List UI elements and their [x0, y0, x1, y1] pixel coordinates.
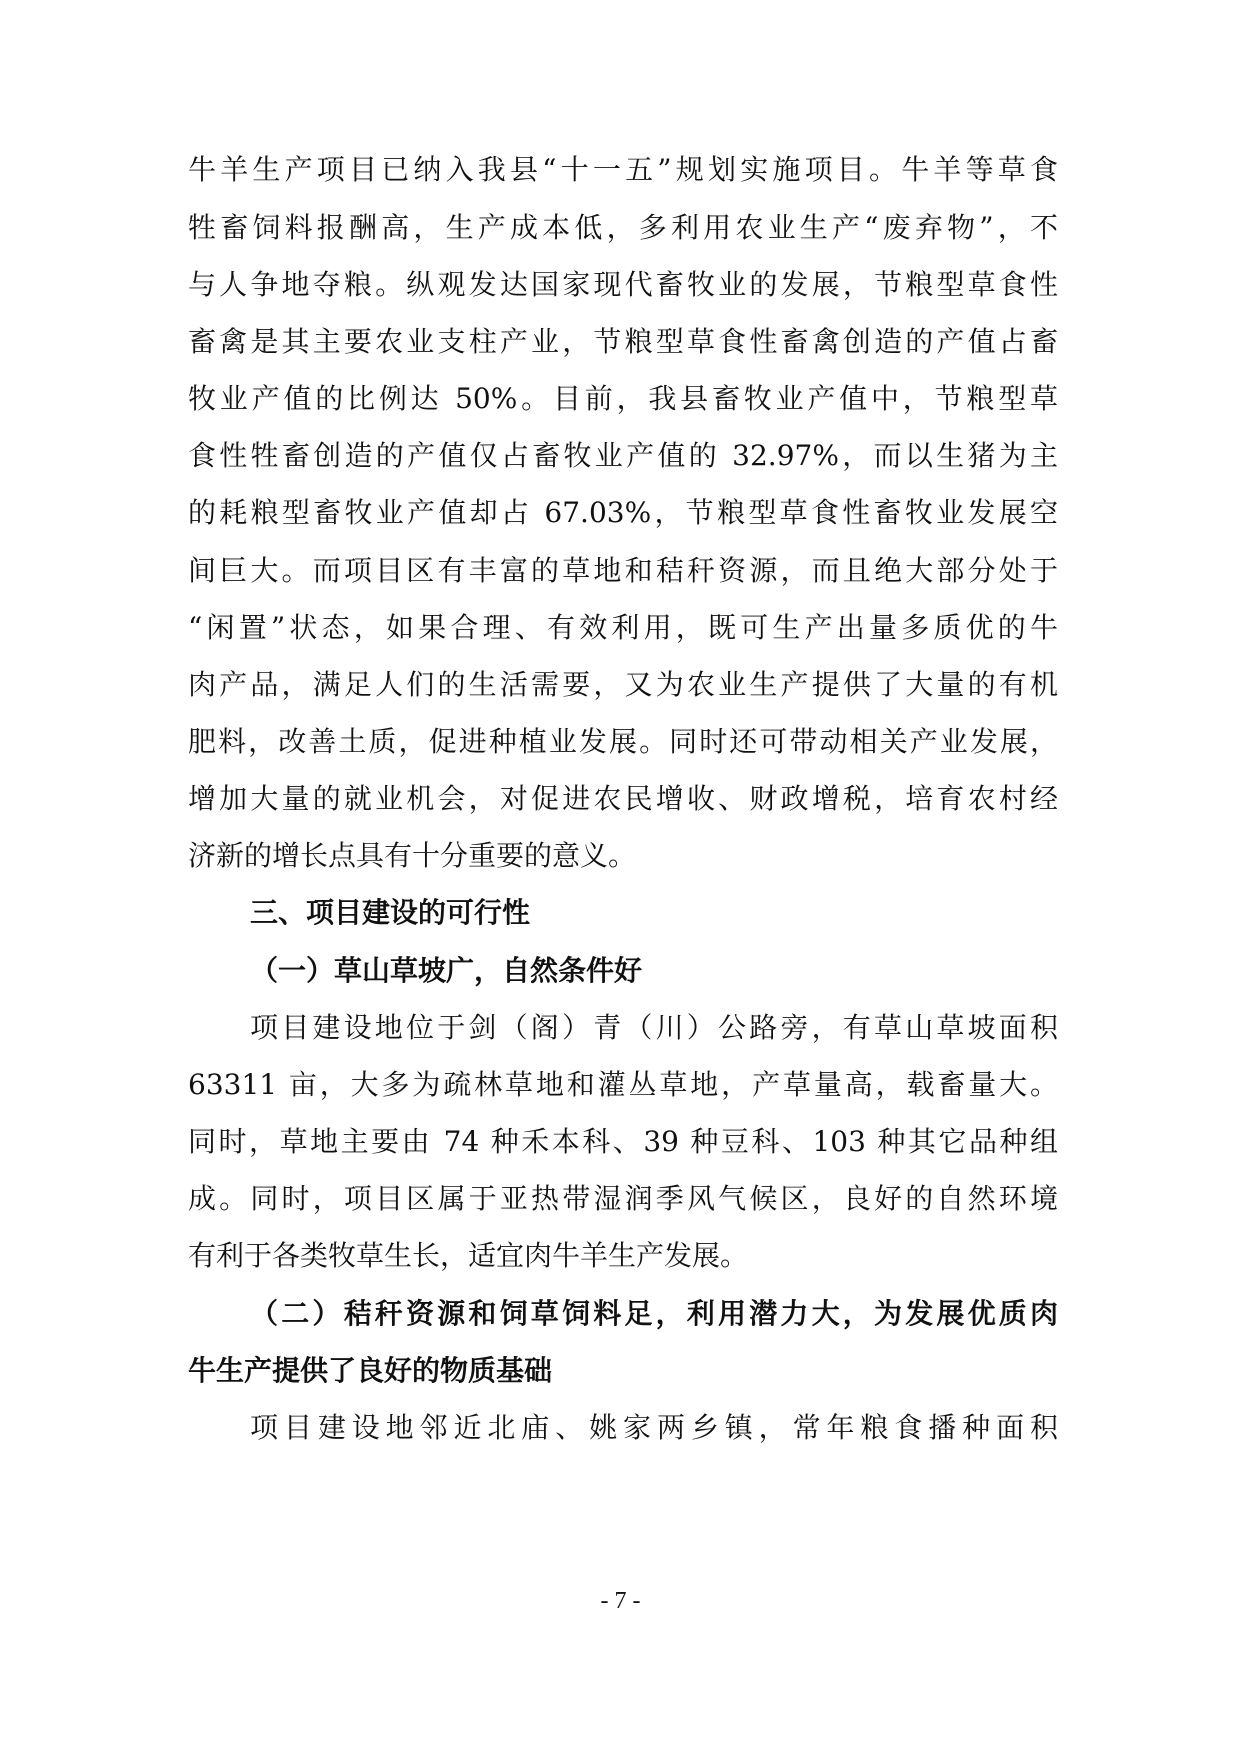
paragraph-line: 牧业产值的比例达 50%。目前，我县畜牧业产值中，节粮型草: [188, 382, 1058, 415]
subsection-heading: （一）草山草坡广，自然条件好: [250, 954, 643, 987]
subsection-heading: （二）秸秆资源和饲草饲料足，利用潜力大，为发展优质肉: [250, 1297, 1058, 1330]
paragraph-line: 项目建设地邻近北庙、姚家两乡镇，常年粮食播种面积: [250, 1411, 1058, 1444]
paragraph-line: 食性牲畜创造的产值仅占畜牧业产值的 32.97%，而以生猪为主: [188, 439, 1058, 472]
paragraph-line: 肉产品，满足人们的生活需要，又为农业生产提供了大量的有机: [188, 668, 1058, 701]
subsection-heading-continued: 牛生产提供了良好的物质基础: [188, 1354, 553, 1387]
paragraph-line: 同时，草地主要由 74 种禾本科、39 种豆科、103 种其它品种组: [188, 1125, 1058, 1158]
paragraph-line: 有利于各类牧草生长，适宜肉牛羊生产发展。: [188, 1239, 749, 1272]
paragraph-line: 与人争地夺粮。纵观发达国家现代畜牧业的发展，节粮型草食性: [188, 268, 1058, 301]
paragraph-line: 63311 亩，大多为疏林草地和灌丛草地，产草量高，载畜量大。: [188, 1068, 1058, 1101]
page-number: - 7 -: [600, 1588, 641, 1614]
paragraph-line: “闲置”状态，如果合理、有效利用，既可生产出量多质优的牛: [188, 611, 1058, 644]
paragraph-line: 畜禽是其主要农业支柱产业，节粮型草食性畜禽创造的产值占畜: [188, 325, 1058, 358]
paragraph-line: 成。同时，项目区属于亚热带湿润季风气候区，良好的自然环境: [188, 1182, 1058, 1215]
section-heading: 三、项目建设的可行性: [250, 896, 531, 929]
paragraph-line: 间巨大。而项目区有丰富的草地和秸秆资源，而且绝大部分处于: [188, 554, 1058, 587]
paragraph-line: 肥料，改善土质，促进种植业发展。同时还可带动相关产业发展，: [188, 725, 1058, 758]
paragraph-line: 的耗粮型畜牧业产值却占 67.03%，节粮型草食性畜牧业发展空: [188, 496, 1058, 529]
paragraph-line: 济新的增长点具有十分重要的意义。: [188, 839, 637, 872]
paragraph-line: 牲畜饲料报酬高，生产成本低，多利用农业生产“废弃物”，不: [188, 211, 1058, 244]
paragraph-line: 增加大量的就业机会，对促进农民增收、财政增税，培育农村经: [188, 782, 1058, 815]
paragraph-line: 牛羊生产项目已纳入我县“十一五”规划实施项目。牛羊等草食: [188, 153, 1058, 186]
paragraph-line: 项目建设地位于剑（阁）青（川）公路旁，有草山草坡面积: [250, 1011, 1058, 1044]
